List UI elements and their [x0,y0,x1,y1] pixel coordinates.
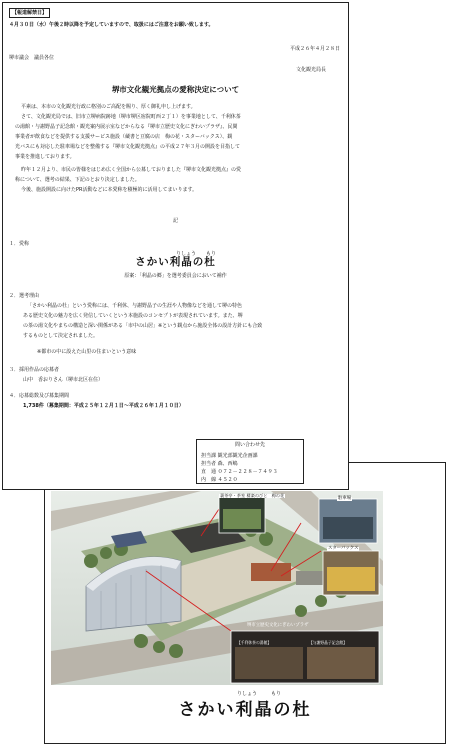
embargo-notice: ４月３０日（水）午後２時以降を予定していますので、取扱にはご注意をお願い致します。 [9,22,214,28]
body-line: 称について、選考の結果、下記のとおり決定しました。 [15,177,140,183]
body-line: の湯館・与謝野晶子記念館・観光案内展示室などからなる『堺市立歴史文化にぎわいプラザ』、民間 [15,124,238,130]
rendering-page [44,462,446,744]
contact-value: ０７２－２２８－７４９３ [217,469,278,475]
tag-parking: 駐車場 [338,496,352,501]
tag-tea-house: 裏茶亭・茶室 棲楽のびと 梅の花 [220,493,285,498]
contact-row [201,460,238,467]
body-line: 光バスにも対応した駐車場などを整備する『堺市文化観光拠点』の平成２７年３月の開設を目指して [15,144,241,150]
nickname-origin: 原案：「利晶の郷」を選考委員会において補作 [124,273,227,279]
body-line: さて、文化観光局では、旧市立堺病院跡地（堺市堺区宿院町西２丁１）を事業地として、千利休茶 [21,114,241,120]
tag-starbucks: スターバックス [328,546,359,551]
section-heading: ３．採用作品の応募者 [9,367,60,373]
aerial-rendering-image [51,491,383,685]
body-line: 事業者が飲食などを提供する支援サービス施設（蔵書と豆腐の店 梅の花・スターバックス）、観 [15,134,233,140]
ki-marker: 記 [172,218,178,224]
tag-akiko: 【与謝野晶子記念館】 [309,640,347,645]
tag-plaza: 堺市立歴史文化にぎわいプラザ [247,623,309,628]
notice-sender: 文化観光局長 [295,67,326,73]
contact-label: 担当課 [201,453,217,459]
nickname-title: さかい利晶の杜 [135,256,216,268]
notice-title: 堺市文化観光拠点の愛称決定について [111,85,240,94]
contact-label: 担当者 [201,461,217,467]
reason-line: ある歴史文化の魅力を広く発信していくという本施設のコンセプトが表現されています。また、堺 [23,313,243,319]
body-line: 平素は、本市の文化観光行政に格別のご高配を賜り、厚く御礼申し上げます。 [21,104,196,110]
contact-label: 内 線 [201,477,217,483]
contact-row [201,452,258,459]
contact-row [201,476,238,483]
rendering-nickname-title: さかい利晶の杜 [178,700,312,720]
contact-value: ４５２０ [217,477,238,483]
entry-count: 1,738件（募集期間：平成２５年１２月１日～平成２６年１月１０日） [23,403,184,409]
ruby-mori: もり [206,251,217,257]
embargo-badge: 【報道解禁日】 [9,8,50,18]
contact-value: 観光部観光企画課 [217,453,258,459]
contact-heading: 問い合わせ先 [234,442,265,448]
contact-box [196,439,304,484]
section-heading: ２．選考理由 [9,293,40,299]
ruby-mori: もり [271,691,282,697]
notice-date: 平成２６年４月２８日 [289,46,340,52]
reason-line: の茶の湯文化やまちの構造と深い関係がある「市中の山居」※という観点から施設全体の設計方針にも合致 [23,323,263,329]
notice-recipient: 堺市議会 議員各位 [9,55,55,61]
contact-value: 森、西嶋 [217,461,238,467]
ruby-risho: りしょう [237,691,258,697]
contact-label: 直 通 [201,469,217,475]
body-line: 昨年１２月より、市民の皆様をはじめ広く全国から公募しておりました『堺市文化観光拠点』の愛 [21,167,242,173]
contact-row [201,468,278,475]
ruby-risho: りしょう [176,251,197,257]
section-heading: １．愛称 [9,241,30,247]
body-line: 事業を推進しております。 [15,154,75,160]
applicant: 山中 香おりさん（堺市北区在住） [23,377,104,383]
tag-rikyu: 【千利休茶の湯館】 [237,640,272,645]
reason-line: するものとして決定されました。 [23,333,99,339]
reason-line: 「さかい利晶の杜」という愛称には、千利休、与謝野晶子の生涯や人物像などを通して堺の特色 [27,303,243,309]
press-notice-page [2,2,349,490]
section-heading: ４．応募総数及び募集期間 [9,393,70,399]
body-line: 今後、施設開設に向けたPR活動などに本愛称を積極的に活用してまいります。 [21,187,198,193]
reason-footnote: ※都市の中に設えた山里の住まいという意味 [37,349,137,355]
aerial-rendering-illustration [51,491,383,685]
